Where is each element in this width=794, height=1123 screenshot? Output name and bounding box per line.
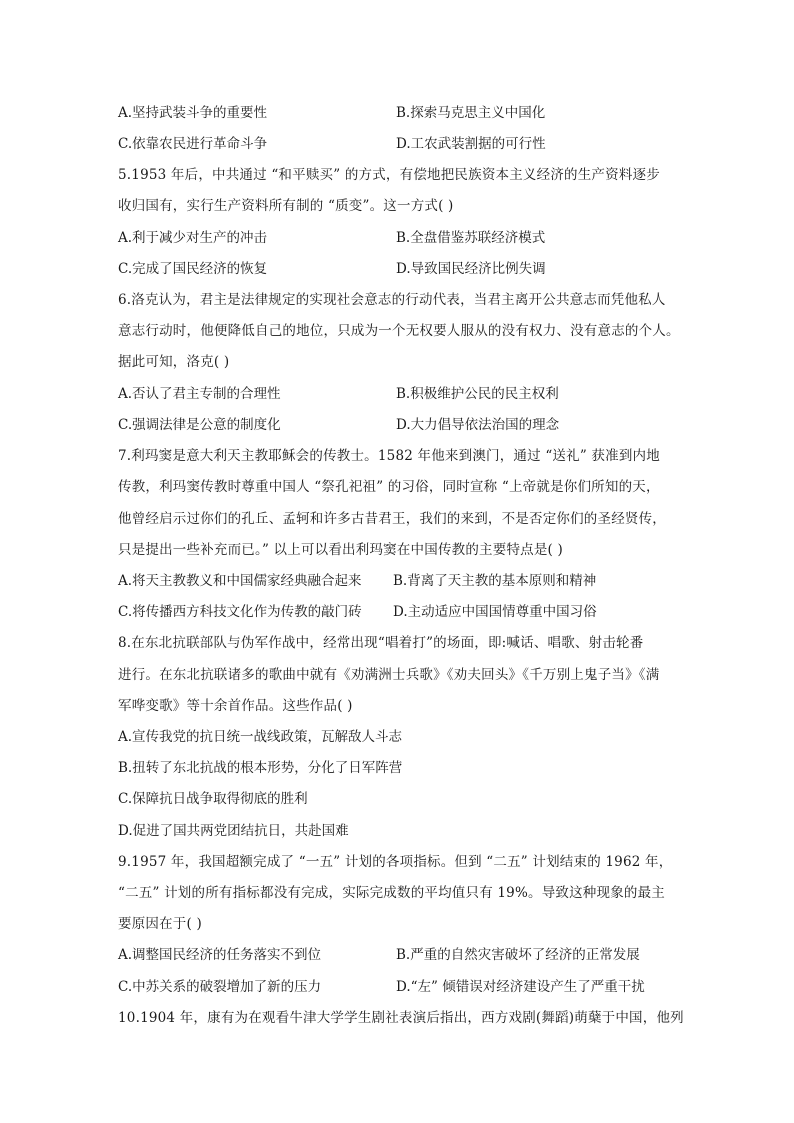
q9-stem-line-2: “二五” 计划的所有指标都没有完成，实际完成数的平均值只有 19%。导致这种现象的最主 [118,885,665,901]
q6-option-b[interactable]: B.积极维护公民的民主权利 [396,386,559,402]
q6-stem-line-1: 6.洛克认为，君主是法律规定的实现社会意志的行动代表，当君主离开公共意志而凭他私人 [118,292,666,308]
q8-stem-line-2: 进行。在东北抗联诸多的歌曲中就有《劝满洲士兵歌》《劝夫回头》《千万别上鬼子当》《满 [118,667,660,683]
q6-stem-line-3: 据此可知，洛克( ) [118,354,230,370]
q5-option-b[interactable]: B.全盘借鉴苏联经济模式 [396,230,546,246]
q7-stem-line-2: 传教，利玛窦传教时尊重中国人 “祭孔祀祖” 的习俗，同时宣称 “上帝就是你们所知的天， [118,479,660,495]
q4-option-b[interactable]: B.探索马克思主义中国化 [396,105,546,121]
q4-option-d[interactable]: D.工农武装割据的可行性 [396,136,546,152]
q4-option-c[interactable]: C.依靠农民进行革命斗争 [118,136,268,152]
q5-option-a[interactable]: A.利于减少对生产的冲击 [118,230,268,246]
q9-stem-line-3: 要原因在于( ) [118,916,202,932]
q8-stem-line-3: 军哗变歌》等十余首作品。这些作品( ) [118,698,353,714]
q7-stem-line-1: 7.利玛窦是意大利天主教耶稣会的传教士。1582 年他来到澳门，通过 “送礼” 获准到内地 [118,448,660,464]
q8-option-b[interactable]: B.扭转了东北抗战的根本形势，分化了日军阵营 [118,760,403,776]
q5-option-c[interactable]: C.完成了国民经济的恢复 [118,261,268,277]
q9-option-c[interactable]: C.中苏关系的破裂增加了新的压力 [118,979,322,995]
q7-stem-line-4: 只是提出一些补充而已。” 以上可以看出利玛窦在中国传教的主要特点是( ) [118,542,563,558]
q6-option-c[interactable]: C.强调法律是公意的制度化 [118,417,281,433]
q7-option-b[interactable]: B.背离了天主教的基本原则和精神 [393,573,597,589]
q9-option-d[interactable]: D.“左” 倾错误对经济建设产生了严重干扰 [396,979,645,995]
q10-stem-line-1: 10.1904 年，康有为在观看牛津大学学生剧社表演后指出，西方戏剧(舞蹈)萌蘖于中国，他列 [118,1010,684,1026]
q5-option-d[interactable]: D.导致国民经济比例失调 [396,261,546,277]
q4-option-a[interactable]: A.坚持武装斗争的重要性 [118,105,268,121]
q7-stem-line-3: 他曾经启示过你们的孔丘、孟轲和许多古昔君王，我们的来到，不是否定你们的圣经贤传， [118,511,666,527]
q7-option-d[interactable]: D.主动适应中国国情尊重中国习俗 [393,604,597,620]
q8-option-a[interactable]: A.宣传我党的抗日统一战线政策，瓦解敌人斗志 [118,729,403,745]
q8-option-d[interactable]: D.促进了国共两党团结抗日，共赴国难 [118,823,349,839]
q6-option-a[interactable]: A.否认了君主专制的合理性 [118,386,281,402]
q6-stem-line-2: 意志行动时，他便降低自己的地位，只成为一个无权要人服从的没有权力、没有意志的个人。 [118,323,680,339]
q9-option-a[interactable]: A.调整国民经济的任务落实不到位 [118,947,322,963]
q8-stem-line-1: 8.在东北抗联部队与伪军作战中，经常出现“唱着打”的场面，即:喊话、唱歌、射击轮番 [118,635,644,651]
q7-option-a[interactable]: A.将天主教教义和中国儒家经典融合起来 [118,573,362,589]
q7-option-c[interactable]: C.将传播西方科技文化作为传教的敲门砖 [118,604,362,620]
q9-stem-line-1: 9.1957 年，我国超额完成了 “一五” 计划的各项指标。但到 “二五” 计划结束的 1962 年， [118,854,673,870]
q5-stem-line-2: 收归国有，实行生产资料所有制的 “质变”。这一方式( ) [118,198,454,214]
q6-option-d[interactable]: D.大力倡导依法治国的理念 [396,417,560,433]
q5-stem-line-1: 5.1953 年后，中共通过 “和平赎买” 的方式，有偿地把民族资本主义经济的生产资料逐步 [118,167,660,183]
q8-option-c[interactable]: C.保障抗日战争取得彻底的胜利 [118,791,308,807]
q9-option-b[interactable]: B.严重的自然灾害破坏了经济的正常发展 [396,947,640,963]
